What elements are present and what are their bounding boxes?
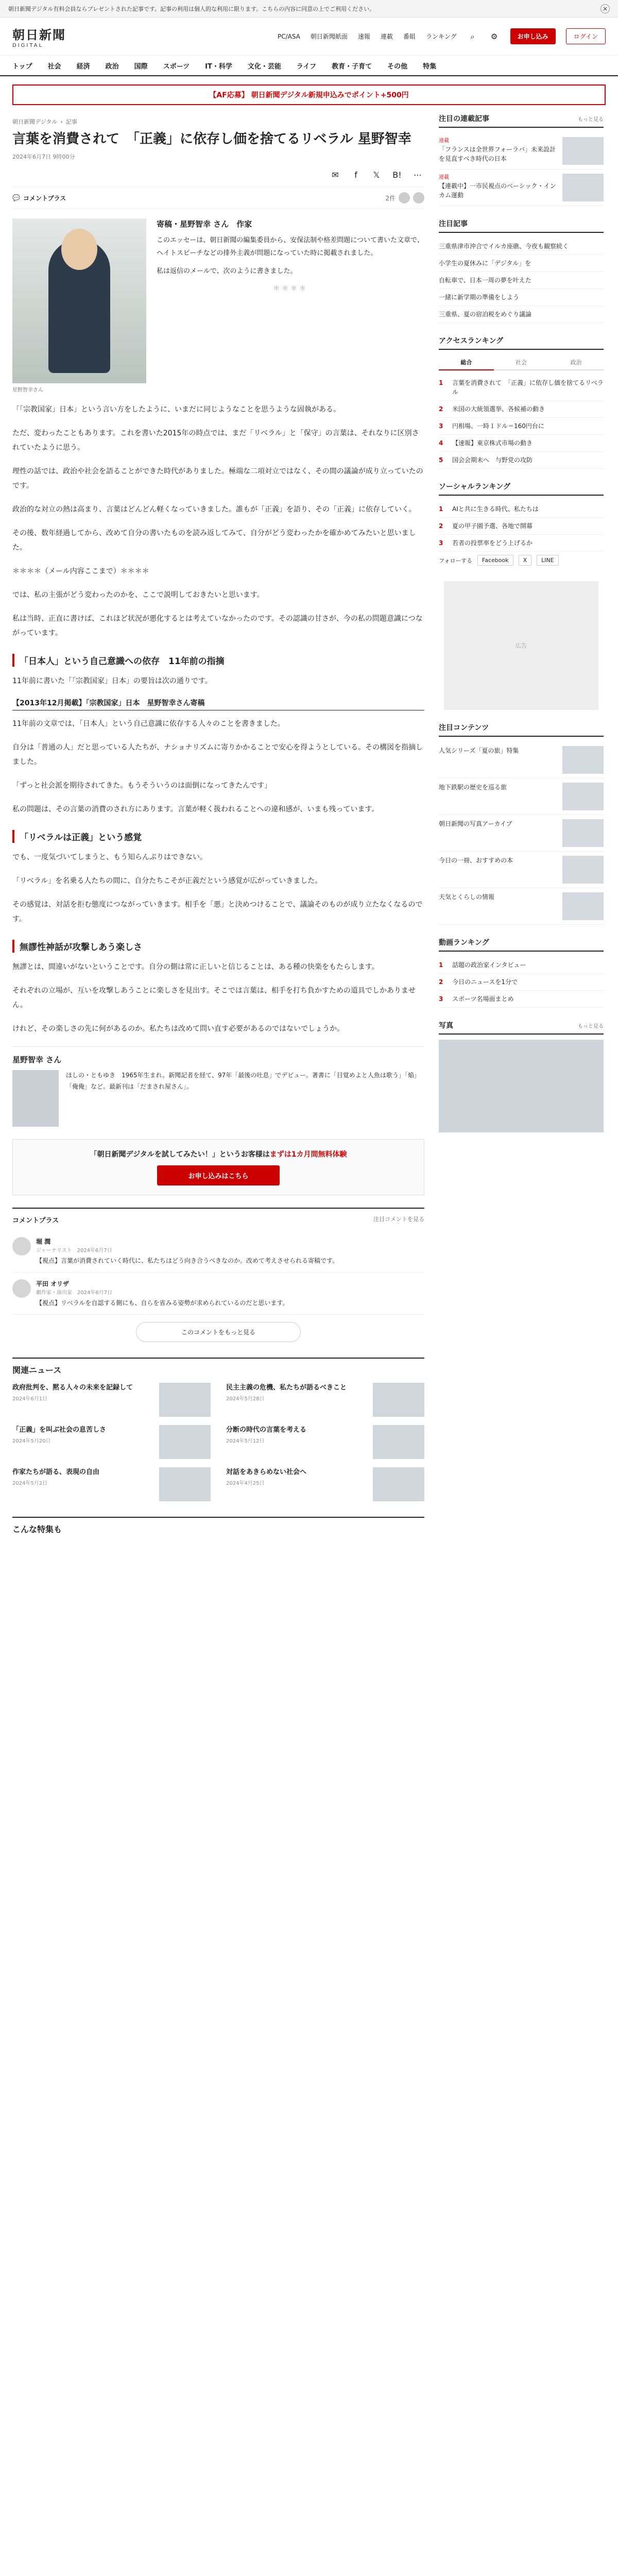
login-button[interactable]: ログイン bbox=[566, 28, 606, 44]
body-paragraph: 自分は「普通の人」だと思っている人たちが、ナショナリズムに寄りかかることで安心を得ようとしている。その構図を指摘しました。 bbox=[12, 743, 423, 767]
related-thumbnail bbox=[159, 1425, 211, 1459]
sidebar-heading: アクセスランキング bbox=[439, 337, 504, 345]
comment-item bbox=[12, 1231, 424, 1273]
nav-paper[interactable]: 朝日新聞紙面 bbox=[310, 33, 348, 40]
sidebar-tag: 連載 bbox=[439, 138, 449, 144]
author-profile bbox=[12, 1046, 424, 1127]
related-date: 2024年4月25日 bbox=[226, 1480, 265, 1486]
avatar[interactable] bbox=[12, 1279, 31, 1298]
sidebar-heading: 注目記事 bbox=[439, 220, 468, 228]
sidebar-heading: 注目の連載記事 bbox=[439, 115, 489, 123]
recommend-title: 三重県津市沖合でイルカ座礁、今夜も観察続く bbox=[439, 243, 569, 250]
sidebar-thumbnail bbox=[562, 892, 604, 920]
sidebar-heading: ソーシャルランキング bbox=[439, 483, 511, 491]
body-paragraph: ただ、変わったこともあります。これを書いた2015年の時点では、まだ「リベラル」と「保守」の言葉は、それなりに区別されていたように思う。 bbox=[12, 429, 419, 452]
ranking-title: AIと共に生きる時代、私たちは bbox=[452, 505, 539, 513]
comment-item bbox=[12, 1273, 424, 1315]
article-title: 言葉を消費されて 「正義」に依存し価を捨てるリベラル 星野智幸 bbox=[12, 131, 411, 147]
sidebar-item[interactable] bbox=[439, 815, 604, 852]
related-date: 2024年5月28日 bbox=[226, 1396, 265, 1402]
body-paragraph: 11年前に書いた「「宗教国家」日本」の要旨は次の通りです。 bbox=[12, 677, 212, 686]
nav-breaking[interactable]: 速報 bbox=[357, 33, 370, 40]
body-paragraph: その後、数年経過してから、改めて自分の書いたものを読み返してみて、自分がどう変わったかを確かめてみたいと思いました。 bbox=[12, 529, 416, 552]
body-paragraph: その感覚は、対話を拒む態度につながっていきます。相手を「悪」と決めつけることで、議論そのものが成り立たなくなるのです。 bbox=[12, 901, 423, 924]
cat-other[interactable]: その他 bbox=[387, 62, 408, 71]
sidebar-title: 地下鉄駅の歴史を巡る旅 bbox=[439, 784, 507, 791]
special-heading: こんな特集も bbox=[12, 1517, 424, 1535]
ranking-title: 若者の投票率をどう上げるか bbox=[452, 539, 533, 547]
sidebar-thumbnail bbox=[562, 746, 604, 774]
ranking-item[interactable] bbox=[439, 535, 604, 552]
promo-banner[interactable]: 【AF応募】 朝日新聞デジタル新規申込みでポイント+500円 bbox=[12, 84, 606, 105]
ranking-title: 言葉を消費されて 「正義」に依存し価を捨てるリベラル bbox=[452, 379, 604, 396]
comment-section-title: コメントプラス bbox=[12, 1217, 59, 1225]
commenter-role-text: ジャーナリスト bbox=[36, 1248, 72, 1254]
social-ranking-box bbox=[439, 481, 604, 569]
article-main bbox=[12, 113, 424, 1542]
comment-more-link[interactable]: 注目コメントを見る bbox=[373, 1216, 424, 1223]
rank-number: 2 bbox=[439, 522, 443, 530]
ranking-item[interactable] bbox=[439, 957, 604, 974]
access-ranking-box bbox=[439, 335, 604, 469]
ranking-title: 今日のニュースを1分で bbox=[452, 978, 518, 986]
related-title: 対話をあきらめない社会へ bbox=[226, 1468, 307, 1477]
body-paragraph: それぞれの立場が、互いを攻撃しあうことに楽しさを見出す。そこでは言葉は、相手を打ち負かすための道具でしかありません。 bbox=[12, 987, 416, 1010]
commenter-role-text: 劇作家・演出家 bbox=[36, 1290, 72, 1296]
site-logo[interactable] bbox=[12, 25, 90, 48]
body-paragraph: 無謬とは、間違いがないということです。自分の側は常に正しいと信じることは、ある種の快楽をもたらします。 bbox=[12, 963, 379, 972]
ranking-item[interactable] bbox=[439, 435, 604, 452]
related-title: 作家たちが語る、表現の自由 bbox=[12, 1468, 100, 1477]
hatena-icon[interactable]: B! bbox=[392, 170, 402, 180]
breadcrumb: 朝日新聞デジタル › 記事 bbox=[12, 118, 77, 125]
cat-education[interactable]: 教育・子育て bbox=[332, 62, 372, 71]
subscribe-cta-button[interactable]: お申し込みはこちら bbox=[157, 1165, 279, 1185]
sidebar-thumbnail bbox=[562, 137, 604, 165]
ranking-item[interactable] bbox=[439, 418, 604, 435]
sidebar-more-link[interactable]: もっと見る bbox=[578, 116, 604, 123]
related-date: 2024年5月20日 bbox=[12, 1438, 51, 1444]
notice-bar bbox=[0, 0, 618, 18]
recommend-title: 一緒に新学期の準備をしよう bbox=[439, 294, 520, 301]
rank-number: 1 bbox=[439, 379, 443, 386]
gear-icon[interactable]: ⚙ bbox=[490, 31, 498, 41]
sidebar-item[interactable] bbox=[439, 170, 604, 206]
rank-number: 3 bbox=[439, 422, 443, 430]
share-bar bbox=[12, 168, 424, 187]
follow-label: フォローする bbox=[439, 557, 472, 564]
sidebar-more-link[interactable]: もっと見る bbox=[578, 1023, 604, 1029]
subscribe-text-highlight: まずは1カ月間無料体験 bbox=[269, 1150, 347, 1159]
recommend-title: 自転車で、日本一周の夢を叶えた bbox=[439, 277, 531, 284]
ranking-tabs bbox=[439, 355, 604, 370]
cat-sports[interactable]: スポーツ bbox=[163, 62, 190, 71]
ranking-item[interactable] bbox=[439, 501, 604, 518]
author-profile-image bbox=[12, 1070, 59, 1127]
ad-slot[interactable]: 広告 bbox=[444, 581, 598, 710]
notice-series-box bbox=[439, 113, 604, 206]
comment-icon: 💬 bbox=[12, 194, 20, 202]
x-icon[interactable]: 𝕏 bbox=[373, 170, 380, 180]
linked-article-heading[interactable]: 【2013年12月掲載】「宗教国家」日本 星野智幸さん寄稿 bbox=[12, 698, 424, 710]
related-item[interactable] bbox=[12, 1425, 211, 1459]
sidebar-heading: 動画ランキング bbox=[439, 939, 489, 947]
rank-number: 3 bbox=[439, 995, 443, 1003]
photo-box bbox=[439, 1020, 604, 1132]
ranking-title: スポーツ名場面まとめ bbox=[452, 995, 514, 1003]
comment-plus-label[interactable] bbox=[12, 194, 66, 202]
recommend-title: 三重県、夏の宿泊税をめぐり議論 bbox=[439, 311, 532, 318]
rank-number: 3 bbox=[439, 539, 443, 547]
sidebar-title: 人気シリーズ「夏の旅」特集 bbox=[439, 747, 519, 754]
nav-ranking[interactable]: ランキング bbox=[425, 33, 457, 40]
rank-number: 5 bbox=[439, 456, 443, 464]
related-item[interactable] bbox=[226, 1383, 424, 1417]
avatar[interactable] bbox=[12, 1237, 31, 1256]
comment-plus-section bbox=[12, 1208, 424, 1342]
body-paragraph: 私は当時、正直に書けば、これほど状況が悪化するとは考えていなかったのです。その認識の甘さが、今の私の問題意識につながっています。 bbox=[12, 615, 423, 638]
commenter-name[interactable]: 平田 オリザ bbox=[36, 1280, 69, 1287]
divider-stars: ＊＊＊＊ bbox=[272, 285, 308, 293]
ranking-title: 【速報】東京株式市場の動き bbox=[452, 439, 533, 447]
related-item[interactable] bbox=[12, 1383, 211, 1417]
tab-total[interactable]: 総合 bbox=[439, 355, 494, 370]
body-paragraph: では、私の主張がどう変わったのかを、ここで説明しておきたいと思います。 bbox=[12, 591, 264, 600]
comment-count-text: 2件 bbox=[385, 194, 396, 202]
avatar bbox=[399, 192, 410, 204]
sidebar-heading: 写真 bbox=[439, 1022, 453, 1030]
sidebar-tag: 連載 bbox=[439, 175, 449, 180]
sidebar-thumbnail bbox=[562, 174, 604, 201]
sidebar-title: 「フランスは全世界フォーラバ」未来設計を見直すべき時代の日本 bbox=[439, 146, 556, 162]
search-icon[interactable]: ⌕ bbox=[470, 31, 475, 41]
recommend-item[interactable] bbox=[439, 255, 604, 272]
notice-text: 朝日新聞デジタル有料会員ならプレゼントされた記事です。記事の利用は個人的な利用に限ります。こちらの内容に同意の上でご利用ください。 bbox=[8, 5, 375, 12]
body-paragraph: 「「宗教国家」日本」という言い方をしたように、いまだに同じようなことを思うような固執がある。 bbox=[12, 405, 340, 414]
video-ranking-box bbox=[439, 937, 604, 1008]
commenter-role bbox=[36, 1246, 338, 1253]
comment-date: 2024年6月7日 bbox=[77, 1290, 113, 1296]
follow-line[interactable]: LINE bbox=[537, 555, 559, 566]
body-paragraph: 理性の話では、政治や社会を語ることができた時代がありました。極端な二項対立ではなく、その間の議論が成り立っていたのです。 bbox=[12, 467, 423, 490]
photo-caption: 星野智幸さん bbox=[12, 387, 43, 394]
sidebar-thumbnail bbox=[562, 819, 604, 847]
body-paragraph: 11年前の文章では、「日本人」という自己意識に依存する人々のことを書きました。 bbox=[12, 720, 285, 728]
body-paragraph: 私の問題は、その言葉の消費のされ方にあります。言葉が軽く扱われることへの違和感が、いまも残っています。 bbox=[12, 805, 379, 814]
rank-number: 1 bbox=[439, 505, 443, 513]
nav-programs[interactable]: 番組 bbox=[403, 33, 416, 40]
comment-bar bbox=[12, 187, 424, 209]
sidebar-item[interactable] bbox=[439, 133, 604, 170]
ranking-title: 米国の大統領選挙、各候補の動き bbox=[452, 405, 545, 413]
nav-pc-asa[interactable]: PC/ASA bbox=[277, 32, 300, 40]
related-date: 2024年5月2日 bbox=[12, 1480, 48, 1486]
comment-body: 【視点】リベラルを自認する側にも、自らを省みる姿勢が求められているのだと思います。 bbox=[36, 1299, 289, 1307]
ranking-item[interactable] bbox=[439, 518, 604, 535]
cat-special[interactable]: 特集 bbox=[423, 62, 437, 71]
photo-thumbnail[interactable] bbox=[439, 1040, 604, 1132]
body-paragraph: けれど、その楽しさの先に何があるのか。私たちは改めて問い直す必要があるのではないでしょうか。 bbox=[12, 1025, 344, 1033]
cat-economy[interactable]: 経済 bbox=[76, 62, 90, 71]
tab-politics[interactable]: 政治 bbox=[548, 355, 604, 370]
sidebar-item[interactable] bbox=[439, 778, 604, 815]
avatar bbox=[413, 192, 424, 204]
commenter-name[interactable]: 堀 潤 bbox=[36, 1238, 51, 1246]
ranking-title: 夏の甲子園予選、各地で開幕 bbox=[452, 522, 533, 530]
ranking-title: 円相場、一時１ドル＝160円台に bbox=[452, 422, 544, 430]
breadcrumb-home[interactable]: 朝日新聞デジタル bbox=[12, 118, 58, 125]
section-heading: 「リベラルは正義」という感覚 bbox=[12, 830, 424, 843]
sidebar-title: 今日の一冊、おすすめの本 bbox=[439, 857, 513, 864]
related-date: 2024年6月1日 bbox=[12, 1396, 48, 1402]
subscribe-text-pre: 「朝日新聞デジタルを試してみたい！」というお客様は bbox=[90, 1150, 270, 1159]
recommend-box bbox=[439, 218, 604, 323]
subscribe-button[interactable]: お申し込み bbox=[510, 28, 556, 44]
related-title: 民主主義の危機、私たちが語るべきこと bbox=[226, 1384, 347, 1392]
site-header bbox=[0, 18, 618, 56]
breadcrumb-article[interactable]: 記事 bbox=[65, 118, 77, 125]
related-news-grid bbox=[12, 1383, 424, 1501]
special-content-box bbox=[439, 722, 604, 925]
section-heading: 無謬性神話が攻撃しあう楽しさ bbox=[12, 940, 424, 953]
sidebar-item[interactable] bbox=[439, 742, 604, 778]
cat-science[interactable]: IT・科学 bbox=[205, 62, 232, 71]
body-paragraph: ＊＊＊＊（メール内容ここまで）＊＊＊＊ bbox=[12, 567, 149, 576]
recommend-item[interactable] bbox=[439, 289, 604, 306]
sidebar-item[interactable] bbox=[439, 852, 604, 888]
nav-series[interactable]: 連載 bbox=[380, 33, 393, 40]
sidebar-heading: 注目コンテンツ bbox=[439, 724, 489, 732]
more-icon[interactable]: ⋯ bbox=[414, 170, 422, 180]
comment-body: 【視点】言葉が消費されていく時代に、私たちはどう向き合うべきなのか。改めて考えさせられる寄稿です。 bbox=[36, 1257, 339, 1265]
rank-number: 2 bbox=[439, 405, 443, 413]
close-icon[interactable]: × bbox=[600, 4, 610, 13]
rank-number: 1 bbox=[439, 961, 443, 969]
article-body bbox=[12, 402, 424, 1036]
related-item[interactable] bbox=[226, 1467, 424, 1501]
logo-main: 朝日新聞 bbox=[12, 27, 66, 42]
subscribe-box bbox=[12, 1139, 424, 1195]
intro-paragraph: このエッセーは、朝日新聞の編集委員から、安保法制や格差問題について書いた文章で、ヘイトスピーチなどの排外主義が問題になっていた時に掲載されました。 bbox=[157, 236, 424, 258]
ranking-item[interactable] bbox=[439, 974, 604, 991]
author-name: 星野智幸 さん bbox=[12, 1055, 62, 1065]
follow-bar bbox=[439, 552, 604, 569]
tab-society[interactable]: 社会 bbox=[494, 355, 549, 370]
recommend-item[interactable] bbox=[439, 272, 604, 289]
related-item[interactable] bbox=[226, 1425, 424, 1459]
related-thumbnail bbox=[159, 1467, 211, 1501]
body-paragraph: 「リベラル」を名乗る人たちの間に、自分たちこそが正義だという感覚が広がっていきました。 bbox=[12, 877, 322, 886]
comment-more-button[interactable]: このコメントをもっと見る bbox=[136, 1322, 301, 1342]
cat-politics[interactable]: 政治 bbox=[105, 62, 119, 71]
intro-paragraph: 私は返信のメールで、次のように書きました。 bbox=[157, 267, 297, 275]
body-paragraph: でも、一度気づいてしまうと、もう知らんぷりはできない。 bbox=[12, 853, 207, 862]
header-nav bbox=[278, 28, 606, 44]
logo-sub: DIGITAL bbox=[12, 42, 44, 48]
sidebar-thumbnail bbox=[562, 856, 604, 884]
commenter-role bbox=[36, 1288, 288, 1296]
follow-facebook[interactable]: Facebook bbox=[477, 555, 513, 566]
comment-plus-text: コメントプラス bbox=[23, 194, 66, 202]
related-title: 政府批判を、黙る人々の未来を記録して bbox=[12, 1384, 133, 1392]
related-thumbnail bbox=[373, 1425, 424, 1459]
cat-society[interactable]: 社会 bbox=[47, 62, 61, 71]
sidebar bbox=[439, 113, 604, 1542]
comment-date: 2024年6月7日 bbox=[77, 1248, 112, 1254]
ranking-item[interactable] bbox=[439, 991, 604, 1008]
mail-icon[interactable]: ✉ bbox=[332, 170, 339, 180]
ranking-item[interactable] bbox=[439, 375, 604, 401]
related-date: 2024年5月12日 bbox=[226, 1438, 265, 1444]
cat-life[interactable]: ライフ bbox=[296, 62, 317, 71]
related-title: 分断の時代の言葉を考える bbox=[226, 1426, 307, 1434]
cat-top[interactable]: トップ bbox=[12, 62, 32, 71]
article-intro bbox=[12, 218, 424, 393]
ranking-item[interactable] bbox=[439, 452, 604, 469]
article-date: 2024年6月7日 9時00分 bbox=[12, 154, 75, 161]
rank-number: 4 bbox=[439, 439, 443, 447]
related-title: 「正義」を叫ぶ社会の息苦しさ bbox=[12, 1426, 107, 1434]
related-thumbnail bbox=[373, 1467, 424, 1501]
ranking-title: 国会会期末へ 与野党の攻防 bbox=[452, 456, 533, 464]
cat-culture[interactable]: 文化・芸能 bbox=[247, 62, 281, 71]
ranking-item[interactable] bbox=[439, 401, 604, 418]
sidebar-title: 【連載中】一市民視点のベーシック・インカム運動 bbox=[439, 182, 556, 199]
sidebar-thumbnail bbox=[562, 783, 604, 810]
related-thumbnail bbox=[159, 1383, 211, 1417]
sidebar-title: 天気とくらしの情報 bbox=[439, 893, 495, 901]
intro-heading: 寄稿・星野智幸 さん 作家 bbox=[157, 219, 252, 229]
body-paragraph: 政治的な対立の熱は高まり、言葉はどんどん軽くなっていきました。誰もが「正義」を語り、その「正義」に依存していく。 bbox=[12, 505, 416, 514]
person-head bbox=[61, 229, 97, 270]
cat-international[interactable]: 国際 bbox=[134, 62, 148, 71]
author-photo[interactable] bbox=[12, 218, 146, 383]
category-nav bbox=[0, 56, 618, 76]
recommend-item[interactable] bbox=[439, 238, 604, 255]
recommend-title: 小学生の夏休みに「デジタル」を bbox=[439, 260, 531, 267]
facebook-icon[interactable]: f bbox=[354, 170, 357, 180]
sidebar-title: 朝日新聞の写真アーカイブ bbox=[439, 820, 512, 827]
recommend-item[interactable] bbox=[439, 306, 604, 323]
body-paragraph: 「ずっと社会派を期待されてきた。もうそういうのは面倒になってきたんです」 bbox=[12, 782, 272, 790]
comment-count[interactable] bbox=[385, 192, 424, 204]
subscribe-text bbox=[22, 1149, 415, 1159]
follow-x[interactable]: X bbox=[519, 555, 532, 566]
related-item[interactable] bbox=[12, 1467, 211, 1501]
related-thumbnail bbox=[373, 1383, 424, 1417]
section-heading: 「日本人」という自己意識への依存 11年前の指摘 bbox=[12, 654, 424, 667]
rank-number: 2 bbox=[439, 978, 443, 986]
sidebar-item[interactable] bbox=[439, 888, 604, 925]
ranking-title: 話題の政治家インタビュー bbox=[452, 961, 526, 969]
author-bio: ほしの・ともゆき 1965年生まれ。新聞記者を経て、97年「最後の吐息」でデビュー。著書に「目覚めよと人魚は歌う」「焔」「俺俺」など。最新刊は「だまされ屋さん」。 bbox=[66, 1072, 420, 1090]
related-news-heading: 関連ニュース bbox=[12, 1358, 424, 1376]
